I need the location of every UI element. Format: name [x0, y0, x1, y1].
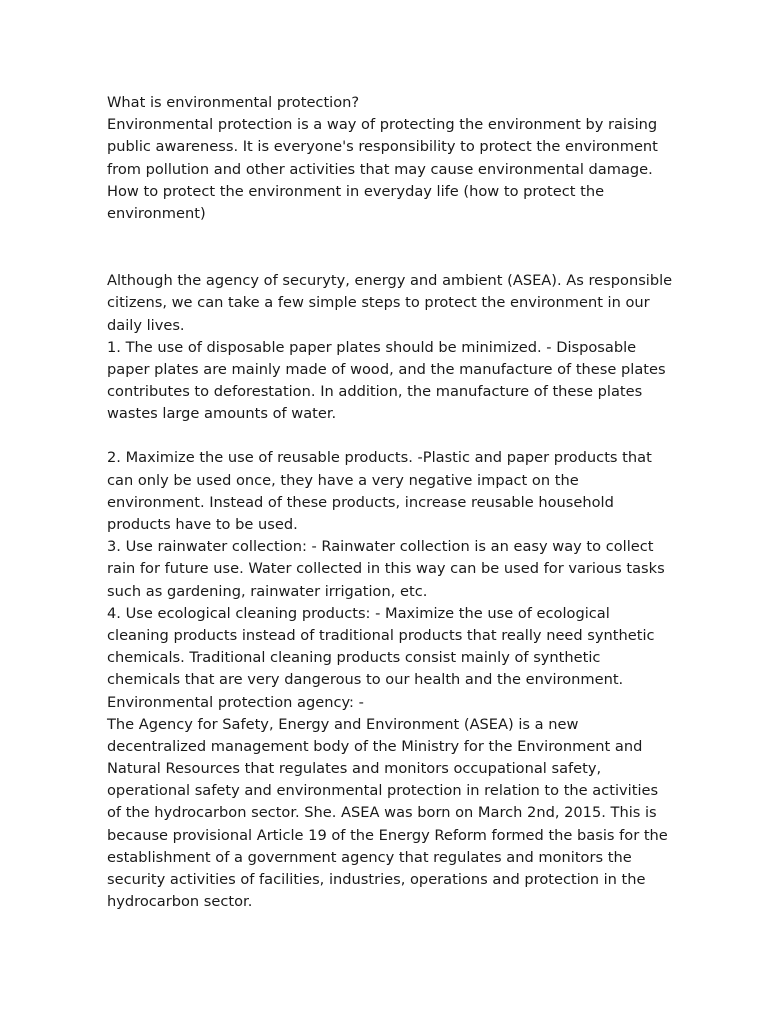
- text-line: Natural Resources that regulates and monitors occupational safety,: [107, 760, 602, 778]
- text-line: daily lives.: [107, 316, 185, 334]
- agency-heading: Environmental protection agency: -: [107, 693, 364, 711]
- text-line: rain for future use. Water collected in this way can be used for various tasks: [107, 560, 665, 578]
- step-3-line: 3. Use rainwater collection: - Rainwater collection is an easy way to collect: [107, 538, 654, 556]
- text-line: How to protect the environment in everyday life (how to protect the: [107, 182, 605, 200]
- step-2-line: 2. Maximize the use of reusable products. -Plastic and paper products that: [107, 449, 652, 467]
- text-line: environment): [107, 204, 206, 222]
- text-line: because provisional Article 19 of the Energy Reform formed the basis for the: [107, 826, 668, 844]
- text-line: chemicals. Traditional cleaning products consist mainly of synthetic: [107, 649, 601, 667]
- steps-intro-block: [107, 270, 673, 425]
- text-line: contributes to deforestation. In addition, the manufacture of these plates: [107, 383, 643, 401]
- text-line: establishment of a government agency that regulates and monitors the: [107, 848, 632, 866]
- text-line: of the hydrocarbon sector. She. ASEA was born on March 2nd, 2015. This is: [107, 804, 657, 822]
- text-line: such as gardening, rainwater irrigation, etc.: [107, 582, 428, 600]
- text-line: wastes large amounts of water.: [107, 405, 337, 423]
- text-line: public awareness. It is everyone's responsibility to protect the environment: [107, 138, 658, 156]
- question-heading: What is environmental protection?: [107, 94, 360, 111]
- step-1-line: 1. The use of disposable paper plates should be minimized. - Disposable: [107, 338, 637, 356]
- text-line: Although the agency of securyty, energy and ambient (ASEA). As responsible: [107, 272, 673, 290]
- text-line: paper plates are mainly made of wood, and the manufacture of these plates: [107, 360, 666, 378]
- text-line: The Agency for Safety, Energy and Environment (ASEA) is a new: [107, 715, 579, 733]
- intro-block: [107, 92, 667, 225]
- text-line: decentralized management body of the Ministry for the Environment and: [107, 737, 643, 755]
- text-line: Environmental protection is a way of protecting the environment by raising: [107, 116, 658, 134]
- text-line: can only be used once, they have a very negative impact on the: [107, 471, 579, 489]
- steps-block: [107, 447, 667, 913]
- text-line: cleaning products instead of traditional products that really need synthetic: [107, 626, 655, 644]
- text-line: security activities of facilities, industries, operations and protection in the: [107, 871, 646, 888]
- text-line: products have to be used.: [107, 516, 298, 533]
- document-page: [107, 92, 673, 913]
- text-line: hydrocarbon sector.: [107, 893, 253, 911]
- text-line: citizens, we can take a few simple steps to protect the environment in our: [107, 294, 650, 312]
- paragraph-spacer: [107, 225, 667, 270]
- step-4-line: 4. Use ecological cleaning products: - Maximize the use of ecological: [107, 604, 610, 622]
- text-line: operational safety and environmental protection in relation to the activities: [107, 782, 659, 800]
- paragraph-spacer: [107, 425, 667, 447]
- text-line: environment. Instead of these products, increase reusable household: [107, 493, 614, 511]
- text-line: from pollution and other activities that may cause environmental damage.: [107, 160, 653, 178]
- text-line: chemicals that are very dangerous to our health and the environment.: [107, 671, 624, 689]
